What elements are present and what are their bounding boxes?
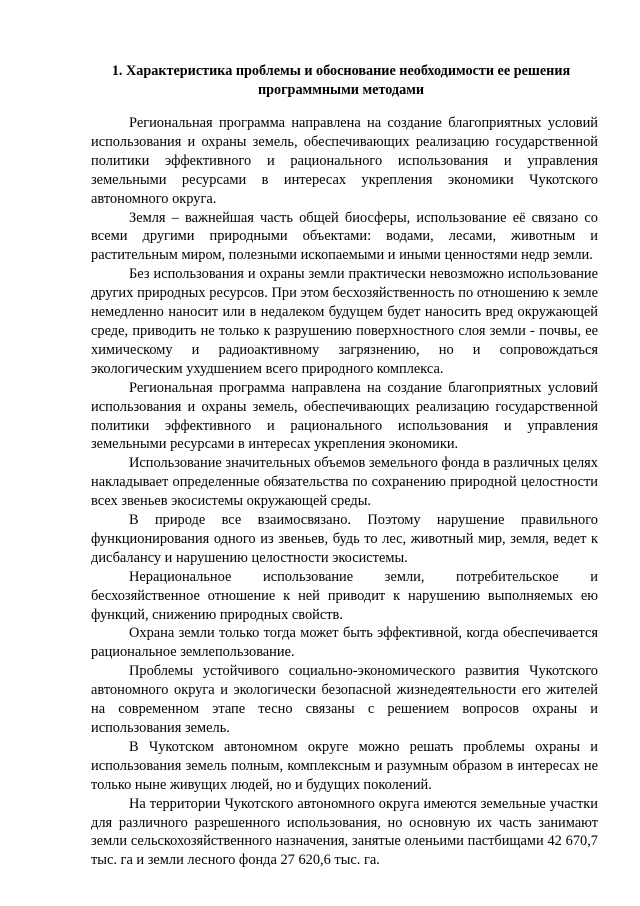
paragraph-2: Земля – важнейшая часть общей биосферы, использование её связано со всеми другими природными объектами: водами, лесами, животным и растительным миром, полезными ископаемыми и иными ценностями недр земли. [91,209,598,264]
paragraph-10: В Чукотском автономном округе можно решать проблемы охраны и использования земель полным, комплексным и разумным образом в интересах не только ныне живущих людей, но и будущих поколений. [91,738,598,793]
paragraph-1: Региональная программа направлена на создание благоприятных условий использования и охраны земель, обеспечивающих реализацию государственной политики эффективного и рационального использования и управления земельными ресурсами в интересах укрепления экономики Чукотского автономного округа. [91,115,598,207]
paragraph-8: Охрана земли только тогда может быть эффективной, когда обеспечивается рациональное землепользование. [91,625,598,661]
body-text [91,114,598,870]
paragraph-7: Нерациональное использование земли, потребительское и бесхозяйственное отношение к ней приводит к нарушению выполняемых ею функций, снижению природных свойств. [91,568,598,623]
paragraph-4: Региональная программа направлена на создание благоприятных условий использования и охраны земель, обеспечивающих реализацию государственной политики эффективного и рационального использования и управления земельными ресурсами в интересах укрепления экономики. [91,379,598,453]
paragraph-6: В природе все взаимосвязано. Поэтому нарушение правильного функционирования одного из звеньев, будь то лес, животный мир, земля, ведет к дисбалансу и нарушению целостности экосистемы. [91,512,598,566]
paragraph-5: Использование значительных объемов земельного фонда в различных целях накладывает определенные обязательства по сохранению природной целостности всех звеньев экосистемы окружающей среды. [91,455,598,510]
paragraph-11: На территории Чукотского автономного округа имеются земельные участки для различного разрешенного использования, но основную их часть занимают земли сельскохозяйственного назначения, занятые оленьими пастбищами 42 670,7 тыс. га и земли лесного фонда 27 620,6 тыс. га. [91,795,598,869]
section-heading: 1. Характеристика проблемы и обоснование необходимости ее решения программными методами [111,63,571,98]
paragraph-3: Без использования и охраны земли практически невозможно использование других природных ресурсов. При этом бесхозяйственность по отношению к земле немедленно наносит или в недалеком будущем будет наносить вред окружающей среде, приводить не только к разрушению поверхностного слоя земли - почвы, ее химическому и радиоактивному загрязнению, но и сопровождаться экологическим ухудшением всего природного комплекса. [91,266,598,377]
paragraph-9: Проблемы устойчивого социально-экономического развития Чукотского автономного округа и экологически безопасной жизнедеятельности его жителей на современном этапе тесно связаны с решением вопросов охраны и использования земель. [91,663,598,736]
